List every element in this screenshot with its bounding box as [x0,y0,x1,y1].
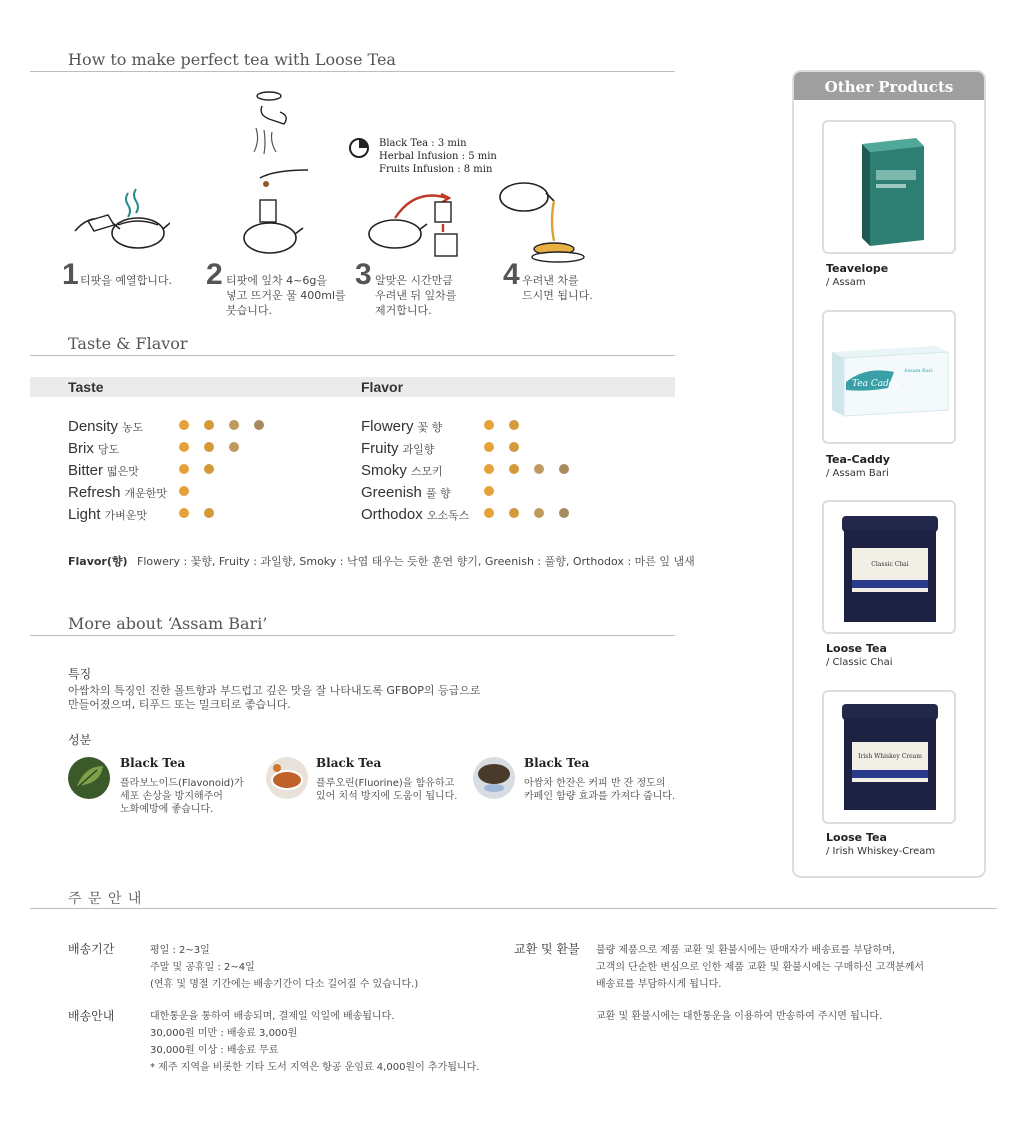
flavor-label-greenish [361,484,451,501]
howto-divider [30,71,675,72]
product-sub-4: / Irish Whiskey-Cream [826,846,936,857]
taste-level-dot [204,420,214,430]
product-name-1[interactable]: Teavelope [826,262,889,275]
exchange-label: 교환 및 환불 [514,942,580,956]
flavor-level-dot [559,464,569,474]
step-text-1: 티팟을 예열합니다. [80,274,173,287]
ingredient-text-2: 플루오린(Fluorine)을 함유하고 있어 치석 방지에 도움이 됩니다. [316,778,458,802]
taste-level-dot [204,464,214,474]
flavor-level-dot [534,508,544,518]
tea-leaves-bowl-icon [472,756,516,800]
other-products-title: Other Products [794,72,984,100]
flavor-level-dot [509,420,519,430]
exchange-line-3: 배송료를 부담하시게 됩니다. [596,979,722,990]
taste-label-refresh [68,484,167,501]
more-title: More about ‘Assam Bari’ [68,614,268,633]
taste-name-kr: 떫은맛 [107,465,139,478]
delivery-info-line-1: 대한통운을 통하여 배송되며, 결제일 익일에 배송됩니다. [150,1011,395,1022]
taste-name-en: Density [68,418,119,435]
howto-title: How to make perfect tea with Loose Tea [68,50,396,69]
step-number-1: 1 [62,258,79,291]
taste-name-kr: 가벼운맛 [104,509,148,522]
timer-list [379,137,497,176]
flavor-name-kr: 풀 향 [425,487,451,500]
flavor-note-text: Flowery : 꽃향, Fruity : 과일향, Smoky : 낙엽 태우는 듯한 훈연 향기, Greenish : 풀향, Orthodox : 마른 잎 냄새 [137,555,695,568]
flavor-name-en: Orthodox [361,506,423,523]
taste-flavor-divider [30,355,675,356]
tea-caddy-box-image [824,312,954,442]
exchange-line-2: 고객의 단순한 변심으로 인한 제품 교환 및 환불시에는 구매하신 고객분께서 [596,962,925,973]
taste-name-en: Light [68,506,101,523]
delivery-info-line-2: 30,000원 미만 : 배송료 3,000원 [150,1028,298,1039]
step-text-4: 우려낸 차를 드시면 됩니다. [522,274,593,302]
taste-level-dot [229,420,239,430]
flavor-note [68,553,695,569]
product-name-2[interactable]: Tea-Caddy [826,453,890,466]
ingredient-title-3: Black Tea [524,756,590,770]
product-sub-1: / Assam [826,277,866,288]
feature-text: 아쌈차의 특징인 진한 몰트향과 부드럽고 깊은 맛을 잘 나타내도록 GFBOP의 등급으로 만들어졌으며, 티푸드 또는 밀크티로 좋습니다. [68,684,481,711]
product-thumb-irish-whiskey-cream[interactable] [822,690,956,824]
teapot-pour-water-illustration [232,88,312,263]
taste-name-en: Bitter [68,462,104,479]
flavor-name-kr: 스모키 [410,465,443,478]
feature-label: 특징 [68,667,92,681]
remove-leaves-illustration [365,190,465,260]
flavor-name-en: Flowery [361,418,414,435]
step-number-4: 4 [503,258,520,291]
flavor-note-label: Flavor(향) [68,555,128,568]
taste-name-kr: 당도 [97,443,120,456]
irish-whiskey-cream-tin-image [824,692,954,822]
taste-level-dot [179,464,189,474]
taste-flavor-header-bar [30,377,675,397]
flavor-level-dot [509,508,519,518]
flavor-label-flowery [361,418,442,435]
delivery-period-text [150,942,418,993]
taste-level-dot [204,442,214,452]
step-text-2: 티팟에 잎차 4~6g을 넣고 뜨거운 물 400ml를 붓습니다. [226,274,346,317]
product-thumb-classic-chai[interactable] [822,500,956,634]
delivery-period-line-2: 주말 및 공휴일 : 2~4일 [150,962,255,973]
other-products-panel [792,70,986,878]
product-sub-3: / Classic Chai [826,657,893,668]
flavor-label-smoky [361,462,443,479]
taste-name-kr: 개운한맛 [124,487,168,500]
product-thumb-teavelope[interactable] [822,120,956,254]
ingredient-title-2: Black Tea [316,756,382,770]
order-title: 주 문 안 내 [68,891,143,907]
ingredient-text-1: 플라보노이드(Flavonoid)가 세포 손상을 방지해주어 노화예방에 좋습니다. [120,778,244,815]
tea-caddy-box-label: Tea Caddy [852,379,900,389]
taste-name-kr: 농도 [122,421,144,434]
delivery-period-line-3: (연휴 및 명절 기간에는 배송기간이 다소 길어질 수 있습니다.) [150,979,419,990]
product-name-3[interactable]: Loose Tea [826,642,887,655]
product-sub-2: / Assam Bari [826,468,889,479]
flavor-name-kr: 과일향 [402,443,435,456]
delivery-info-line-4: * 제주 지역을 비롯한 기타 도서 지역은 항공 운임료 4,000원이 추가됩니다. [150,1062,480,1073]
flavor-name-en: Smoky [361,462,407,479]
flavor-level-dot [484,442,494,452]
taste-label-brix [68,440,119,457]
delivery-info-line-3: 30,000원 이상 : 배송료 무료 [150,1045,279,1056]
ingredient-title-1: Black Tea [120,756,186,770]
exchange-text [596,942,924,993]
taste-header: Taste [68,379,104,395]
pour-tea-illustration [496,175,586,263]
delivery-period-line-1: 평일 : 2~3일 [150,945,210,956]
ingredient-text-3: 아쌈차 한잔은 커피 반 잔 정도의 카페인 함량 효과를 가져다 줍니다. [524,778,676,802]
step-number-2: 2 [206,258,223,291]
more-divider [30,635,675,636]
flavor-label-orthodox [361,506,469,523]
classic-chai-tin-image [824,502,954,632]
flavor-level-dot [534,464,544,474]
timer-herbal: Herbal Infusion : 5 min [379,151,497,162]
teapot-warming-illustration [70,185,170,255]
taste-level-dot [229,442,239,452]
timer-fruits: Fruits Infusion : 8 min [379,164,493,175]
order-divider [30,908,997,909]
tea-cup-icon [265,756,309,800]
classic-chai-tin-label: Classic Chai [871,561,909,568]
exchange-line-1: 불량 제품으로 제품 교환 및 환불시에는 판매자가 배송료를 부담하며, [596,945,896,956]
flavor-level-dot [484,420,494,430]
tea-leaf-icon [67,756,111,800]
flavor-level-dot [509,442,519,452]
flavor-level-dot [484,464,494,474]
flavor-name-en: Greenish [361,484,422,501]
product-name-4[interactable]: Loose Tea [826,831,887,844]
delivery-info-label: 배송안내 [68,1009,115,1023]
taste-label-density [68,418,143,435]
exchange-return-text: 교환 및 환불시에는 대한통운을 이용하여 반송하여 주시면 됩니다. [596,1011,883,1022]
taste-flavor-title: Taste & Flavor [68,334,188,353]
step-number-3: 3 [355,258,372,291]
flavor-level-dot [559,508,569,518]
taste-level-dot [179,508,189,518]
irish-whiskey-cream-tin-label: Irish Whiskey Cream [858,753,922,760]
taste-level-dot [204,508,214,518]
taste-level-dot [179,486,189,496]
flavor-level-dot [484,486,494,496]
taste-label-light [68,506,147,523]
teavelope-box-image [824,122,954,252]
flavor-name-en: Fruity [361,440,399,457]
flavor-label-fruity [361,440,434,457]
timer-icon [348,137,370,159]
flavor-level-dot [484,508,494,518]
taste-level-dot [179,420,189,430]
taste-label-bitter [68,462,139,479]
flavor-header: Flavor [361,379,404,395]
product-thumb-tea-caddy[interactable] [822,310,956,444]
delivery-period-label: 배송기간 [68,942,115,956]
taste-level-dot [254,420,264,430]
flavor-name-kr: 오소독스 [426,509,470,522]
timer-black-tea: Black Tea : 3 min [379,138,467,149]
taste-level-dot [179,442,189,452]
ingredient-label: 성분 [68,733,92,747]
delivery-info-text [150,1008,479,1076]
tea-caddy-box-sublabel: Assam Bari [904,368,933,374]
flavor-level-dot [509,464,519,474]
flavor-name-kr: 꽃 향 [417,421,443,434]
taste-name-en: Brix [68,440,94,457]
step-text-3: 알맞은 시간만큼 우려낸 뒤 잎차를 제거합니다. [375,274,457,317]
taste-name-en: Refresh [68,484,121,501]
